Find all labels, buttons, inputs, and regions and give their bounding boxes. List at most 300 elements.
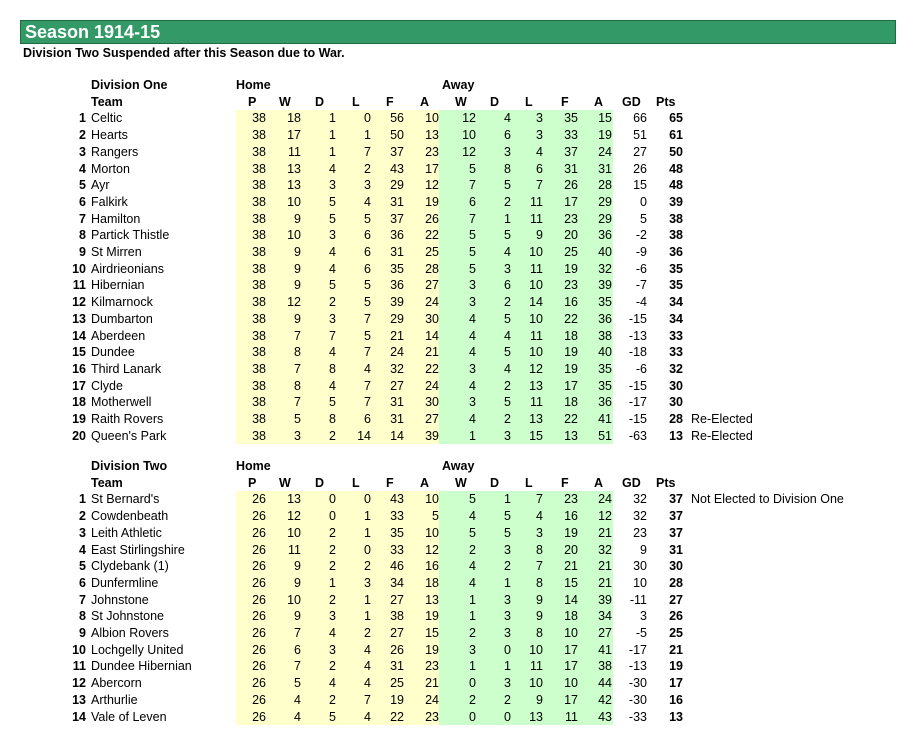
stat-gd: 30	[633, 559, 647, 574]
column-header: L	[525, 475, 533, 490]
stat-hd: 1	[329, 144, 336, 159]
stat-gd: 32	[633, 509, 647, 524]
position: 18	[72, 395, 86, 410]
stat-aw: 4	[469, 345, 476, 360]
points: 28	[669, 412, 683, 426]
stat-hw: 9	[294, 559, 301, 574]
position: 10	[72, 642, 86, 657]
stat-hd: 5	[329, 194, 336, 209]
stat-hl: 7	[364, 378, 371, 393]
stat-aa: 29	[598, 194, 612, 209]
stat-hl: 7	[364, 395, 371, 410]
stat-hl: 1	[364, 509, 371, 524]
team-name: Abercorn	[91, 676, 142, 691]
table-row	[0, 575, 918, 592]
stat-hd: 0	[329, 492, 336, 507]
position: 7	[79, 592, 86, 607]
column-header: F	[561, 475, 569, 490]
table-row	[0, 625, 918, 642]
stat-aa: 24	[598, 492, 612, 507]
stat-p: 26	[252, 659, 266, 674]
stat-p: 26	[252, 492, 266, 507]
stat-hl: 7	[364, 345, 371, 360]
stat-aa: 36	[598, 228, 612, 243]
stat-p: 26	[252, 542, 266, 557]
stat-gd: -2	[635, 228, 647, 243]
stat-aw: 2	[469, 626, 476, 640]
stat-aw: 0	[469, 676, 476, 691]
team-name: Raith Rovers	[91, 412, 164, 426]
stat-aw: 5	[469, 525, 476, 540]
stat-al: 4	[536, 144, 543, 159]
page-title: Season 1914-15	[25, 22, 161, 42]
stat-ad: 2	[504, 194, 511, 209]
stat-al: 11	[530, 395, 543, 410]
stat-hl: 2	[364, 161, 371, 176]
stat-aw: 5	[469, 492, 476, 507]
points: 30	[669, 378, 683, 393]
stat-hf: 26	[390, 642, 404, 657]
stat-hf: 31	[390, 194, 404, 209]
position: 1	[79, 111, 86, 126]
stat-hf: 37	[390, 211, 404, 226]
stat-al: 10	[529, 245, 543, 259]
stat-hw: 9	[294, 211, 301, 226]
position: 6	[79, 194, 86, 209]
stat-aw: 3	[469, 295, 476, 310]
team-name: Motherwell	[91, 395, 152, 410]
stat-af: 20	[564, 542, 578, 557]
position: 7	[79, 211, 86, 226]
stat-ha: 17	[425, 161, 439, 176]
team-name: Leith Athletic	[91, 525, 162, 540]
team-name: Celtic	[91, 111, 123, 126]
stat-ha: 22	[425, 361, 439, 376]
stat-al: 9	[536, 592, 543, 607]
stat-aa: 29	[598, 211, 612, 226]
position: 1	[79, 492, 86, 507]
stat-al: 15	[529, 428, 543, 443]
stat-hw: 7	[294, 659, 301, 674]
stat-ha: 22	[425, 228, 439, 243]
stat-al: 9	[536, 228, 543, 243]
stat-gd: -63	[628, 428, 647, 443]
team-name: Dundee Hibernian	[91, 659, 192, 674]
stat-hw: 9	[294, 311, 301, 326]
team-name: Hibernian	[91, 278, 145, 293]
stat-aa: 15	[598, 111, 612, 126]
stat-hf: 46	[390, 559, 404, 574]
stat-p: 38	[252, 345, 266, 360]
stat-hw: 7	[294, 328, 301, 343]
stat-aa: 21	[598, 575, 612, 590]
stat-ad: 3	[504, 261, 511, 276]
table-row	[0, 378, 918, 395]
stat-p: 38	[252, 378, 266, 393]
division-header	[0, 77, 918, 94]
stat-hl: 14	[357, 428, 371, 443]
stat-ad: 2	[504, 295, 511, 310]
stat-al: 3	[536, 111, 543, 126]
stat-aw: 4	[469, 559, 476, 574]
stat-ha: 12	[425, 178, 439, 193]
stat-gd: -15	[628, 412, 647, 426]
stat-hw: 18	[287, 111, 301, 126]
stat-p: 38	[252, 311, 266, 326]
table-row	[0, 211, 918, 228]
position: 3	[79, 144, 86, 159]
stat-gd: -17	[628, 642, 647, 657]
stat-al: 11	[530, 659, 543, 674]
stat-ha: 10	[425, 492, 439, 507]
stat-al: 9	[536, 609, 543, 624]
stat-aa: 36	[598, 395, 612, 410]
stat-aw: 5	[469, 228, 476, 243]
stat-aa: 41	[598, 412, 612, 426]
stat-hf: 39	[390, 295, 404, 310]
stat-ad: 5	[504, 178, 511, 193]
stat-hf: 37	[390, 144, 404, 159]
stat-hd: 4	[329, 676, 336, 691]
stat-hw: 10	[287, 525, 301, 540]
stat-aa: 32	[598, 261, 612, 276]
status-note: Re-Elected	[691, 428, 753, 443]
stat-af: 10	[564, 676, 578, 691]
points: 34	[669, 311, 683, 326]
stat-af: 16	[564, 295, 578, 310]
away-label: Away	[442, 459, 475, 473]
table-row	[0, 294, 918, 311]
stat-gd: -17	[628, 395, 647, 410]
stat-aa: 19	[598, 128, 612, 143]
stat-hw: 11	[288, 542, 301, 557]
stat-aa: 41	[598, 642, 612, 657]
stat-p: 26	[252, 575, 266, 590]
stat-gd: -15	[628, 311, 647, 326]
stat-aw: 1	[469, 428, 476, 443]
stat-hl: 6	[364, 412, 371, 426]
points: 13	[669, 709, 683, 724]
stat-aa: 35	[598, 295, 612, 310]
team-name: Clydebank (1)	[91, 559, 169, 574]
stat-hl: 4	[364, 676, 371, 691]
stat-aa: 21	[598, 559, 612, 574]
stat-ha: 21	[425, 676, 439, 691]
stat-hl: 6	[364, 228, 371, 243]
stat-gd: -13	[628, 328, 647, 343]
column-header: W	[455, 94, 467, 109]
stat-hf: 50	[390, 128, 404, 143]
points: 31	[669, 542, 683, 557]
table-row	[0, 227, 918, 244]
stat-aw: 3	[469, 361, 476, 376]
team-name: Queen's Park	[91, 428, 167, 443]
stat-ha: 23	[425, 709, 439, 724]
stat-p: 38	[252, 295, 266, 310]
position: 19	[72, 412, 86, 426]
stat-ad: 2	[504, 412, 511, 426]
stat-hd: 4	[329, 345, 336, 360]
stat-aa: 36	[598, 311, 612, 326]
stat-aa: 39	[598, 592, 612, 607]
column-header: D	[315, 94, 325, 109]
stat-hf: 32	[390, 361, 404, 376]
stat-ad: 8	[504, 161, 511, 176]
page-subtitle: Division Two Suspended after this Season due to War.	[23, 46, 345, 60]
stat-hd: 5	[329, 709, 336, 724]
stat-aa: 40	[598, 345, 612, 360]
stat-ad: 5	[504, 228, 511, 243]
team-name: Albion Rovers	[91, 626, 169, 640]
position: 11	[72, 659, 86, 674]
stat-hf: 43	[390, 492, 404, 507]
column-header: Pts	[656, 94, 676, 109]
stat-af: 14	[564, 592, 578, 607]
stat-gd: 32	[633, 492, 647, 507]
position: 3	[79, 525, 86, 540]
points: 37	[669, 509, 683, 524]
team-name: Rangers	[91, 144, 139, 159]
points: 39	[669, 194, 683, 209]
stat-aa: 40	[598, 245, 612, 259]
stat-aa: 12	[598, 509, 612, 524]
points: 61	[669, 128, 683, 143]
stat-hf: 24	[390, 345, 404, 360]
stat-gd: -6	[635, 261, 647, 276]
stat-al: 6	[536, 161, 543, 176]
division-name: Division Two	[91, 459, 168, 473]
home-label: Home	[236, 78, 271, 92]
stat-p: 38	[252, 361, 266, 376]
stat-aw: 1	[469, 609, 476, 624]
table-row	[0, 110, 918, 127]
away-label: Away	[442, 78, 475, 92]
stat-hf: 19	[390, 692, 404, 707]
stat-ha: 10	[425, 111, 439, 126]
position: 10	[72, 261, 86, 276]
stat-aw: 2	[469, 542, 476, 557]
stat-af: 10	[564, 626, 578, 640]
stat-aa: 28	[598, 178, 612, 193]
stat-al: 3	[536, 128, 543, 143]
stat-p: 38	[252, 261, 266, 276]
stat-aa: 24	[598, 144, 612, 159]
table-row	[0, 508, 918, 525]
stat-hd: 1	[329, 111, 336, 126]
column-header: L	[352, 475, 360, 490]
stat-gd: 27	[633, 144, 647, 159]
points: 38	[669, 228, 683, 243]
stat-hf: 38	[390, 609, 404, 624]
column-header: A	[420, 475, 430, 490]
position: 5	[79, 559, 86, 574]
team-name: Dundee	[91, 345, 135, 360]
stat-gd: 0	[640, 194, 647, 209]
table-row	[0, 277, 918, 294]
table-row	[0, 608, 918, 625]
team-name: Third Lanark	[91, 361, 162, 376]
stat-al: 8	[536, 626, 543, 640]
stat-hl: 1	[364, 609, 371, 624]
stat-p: 38	[252, 128, 266, 143]
stat-hd: 2	[329, 542, 336, 557]
table-row	[0, 525, 918, 542]
stat-af: 17	[564, 194, 578, 209]
stat-gd: 9	[640, 542, 647, 557]
stat-hf: 21	[390, 328, 404, 343]
stat-gd: -18	[628, 345, 647, 360]
team-name: Arthurlie	[91, 692, 138, 707]
stat-ha: 26	[425, 211, 439, 226]
stat-hw: 9	[294, 609, 301, 624]
column-header: A	[420, 94, 430, 109]
team-name: Morton	[91, 161, 130, 176]
stat-aa: 35	[598, 378, 612, 393]
stat-hw: 5	[294, 412, 301, 426]
team-name: Falkirk	[91, 194, 128, 209]
stat-ad: 6	[504, 278, 511, 293]
stat-ha: 15	[425, 626, 439, 640]
table-row	[0, 161, 918, 178]
stat-hw: 6	[294, 642, 301, 657]
stat-p: 38	[252, 194, 266, 209]
table-row	[0, 194, 918, 211]
stat-hw: 10	[287, 228, 301, 243]
column-header: GD	[622, 94, 641, 109]
position: 11	[72, 278, 86, 293]
stat-af: 15	[564, 575, 578, 590]
stat-gd: -33	[628, 709, 647, 724]
stat-ha: 19	[425, 642, 439, 657]
stat-af: 20	[564, 228, 578, 243]
table-row	[0, 127, 918, 144]
stat-ad: 1	[504, 211, 511, 226]
stat-hl: 6	[364, 261, 371, 276]
stat-ha: 23	[425, 659, 439, 674]
stat-hl: 5	[364, 211, 371, 226]
stat-hw: 9	[294, 278, 301, 293]
stat-ad: 5	[504, 345, 511, 360]
stat-hf: 27	[390, 378, 404, 393]
stat-gd: -30	[628, 676, 647, 691]
stat-ad: 1	[504, 492, 511, 507]
column-header: L	[525, 94, 533, 109]
points: 16	[669, 692, 683, 707]
stat-al: 7	[536, 492, 543, 507]
stat-af: 11	[565, 709, 578, 724]
stat-ad: 4	[504, 245, 511, 259]
stat-gd: 26	[633, 161, 647, 176]
stat-hl: 6	[364, 245, 371, 259]
stat-aa: 38	[598, 659, 612, 674]
stat-ad: 3	[504, 428, 511, 443]
points: 48	[669, 161, 683, 176]
stat-al: 10	[529, 345, 543, 360]
points: 32	[669, 361, 683, 376]
stat-al: 11	[530, 328, 543, 343]
stat-hf: 25	[390, 676, 404, 691]
stat-ad: 0	[504, 642, 511, 657]
stat-p: 26	[252, 676, 266, 691]
stat-af: 13	[564, 428, 578, 443]
stat-p: 26	[252, 642, 266, 657]
stat-ad: 0	[504, 709, 511, 724]
table-row	[0, 361, 918, 378]
points: 34	[669, 295, 683, 310]
stat-al: 12	[529, 361, 543, 376]
team-name: Vale of Leven	[91, 709, 167, 724]
home-label: Home	[236, 459, 271, 473]
stat-aw: 5	[469, 261, 476, 276]
stat-af: 37	[564, 144, 578, 159]
stat-aw: 6	[469, 194, 476, 209]
stat-hw: 3	[294, 428, 301, 443]
stat-ha: 5	[432, 509, 439, 524]
stat-ad: 3	[504, 609, 511, 624]
stat-p: 26	[252, 592, 266, 607]
stat-p: 26	[252, 525, 266, 540]
stat-hd: 7	[329, 328, 336, 343]
table-row	[0, 692, 918, 709]
status-note: Re-Elected	[691, 412, 753, 426]
stat-ha: 21	[425, 345, 439, 360]
position: 12	[72, 676, 86, 691]
stat-hf: 56	[390, 111, 404, 126]
stat-hf: 35	[390, 261, 404, 276]
stat-af: 19	[564, 345, 578, 360]
stat-hd: 3	[329, 642, 336, 657]
stat-ha: 13	[425, 592, 439, 607]
position: 17	[72, 378, 86, 393]
stat-aw: 3	[469, 278, 476, 293]
stat-al: 3	[536, 525, 543, 540]
points: 48	[669, 178, 683, 193]
stat-hw: 8	[294, 378, 301, 393]
stat-p: 26	[252, 509, 266, 524]
stat-hw: 13	[287, 178, 301, 193]
stat-hl: 1	[364, 525, 371, 540]
stat-gd: 15	[633, 178, 647, 193]
stat-hd: 2	[329, 525, 336, 540]
stat-al: 10	[529, 676, 543, 691]
stat-p: 26	[252, 709, 266, 724]
stat-hd: 1	[329, 575, 336, 590]
stat-hd: 5	[329, 278, 336, 293]
team-name: Clyde	[91, 378, 123, 393]
stat-hl: 0	[364, 492, 371, 507]
column-header: F	[386, 475, 394, 490]
stat-p: 38	[252, 228, 266, 243]
stat-af: 23	[564, 211, 578, 226]
position: 14	[72, 709, 86, 724]
stat-hl: 4	[364, 709, 371, 724]
stat-ad: 4	[504, 328, 511, 343]
stat-ad: 3	[504, 144, 511, 159]
stat-ad: 3	[504, 542, 511, 557]
team-name: Johnstone	[91, 592, 149, 607]
stat-al: 4	[536, 509, 543, 524]
stat-aa: 39	[598, 278, 612, 293]
column-header-row	[0, 475, 918, 492]
stat-gd: -11	[629, 592, 647, 607]
stat-aw: 12	[462, 111, 476, 126]
points: 33	[669, 328, 683, 343]
team-name: St Johnstone	[91, 609, 164, 624]
stat-hl: 1	[364, 592, 371, 607]
stat-gd: 66	[633, 111, 647, 126]
stat-af: 25	[564, 245, 578, 259]
stat-ha: 19	[425, 194, 439, 209]
